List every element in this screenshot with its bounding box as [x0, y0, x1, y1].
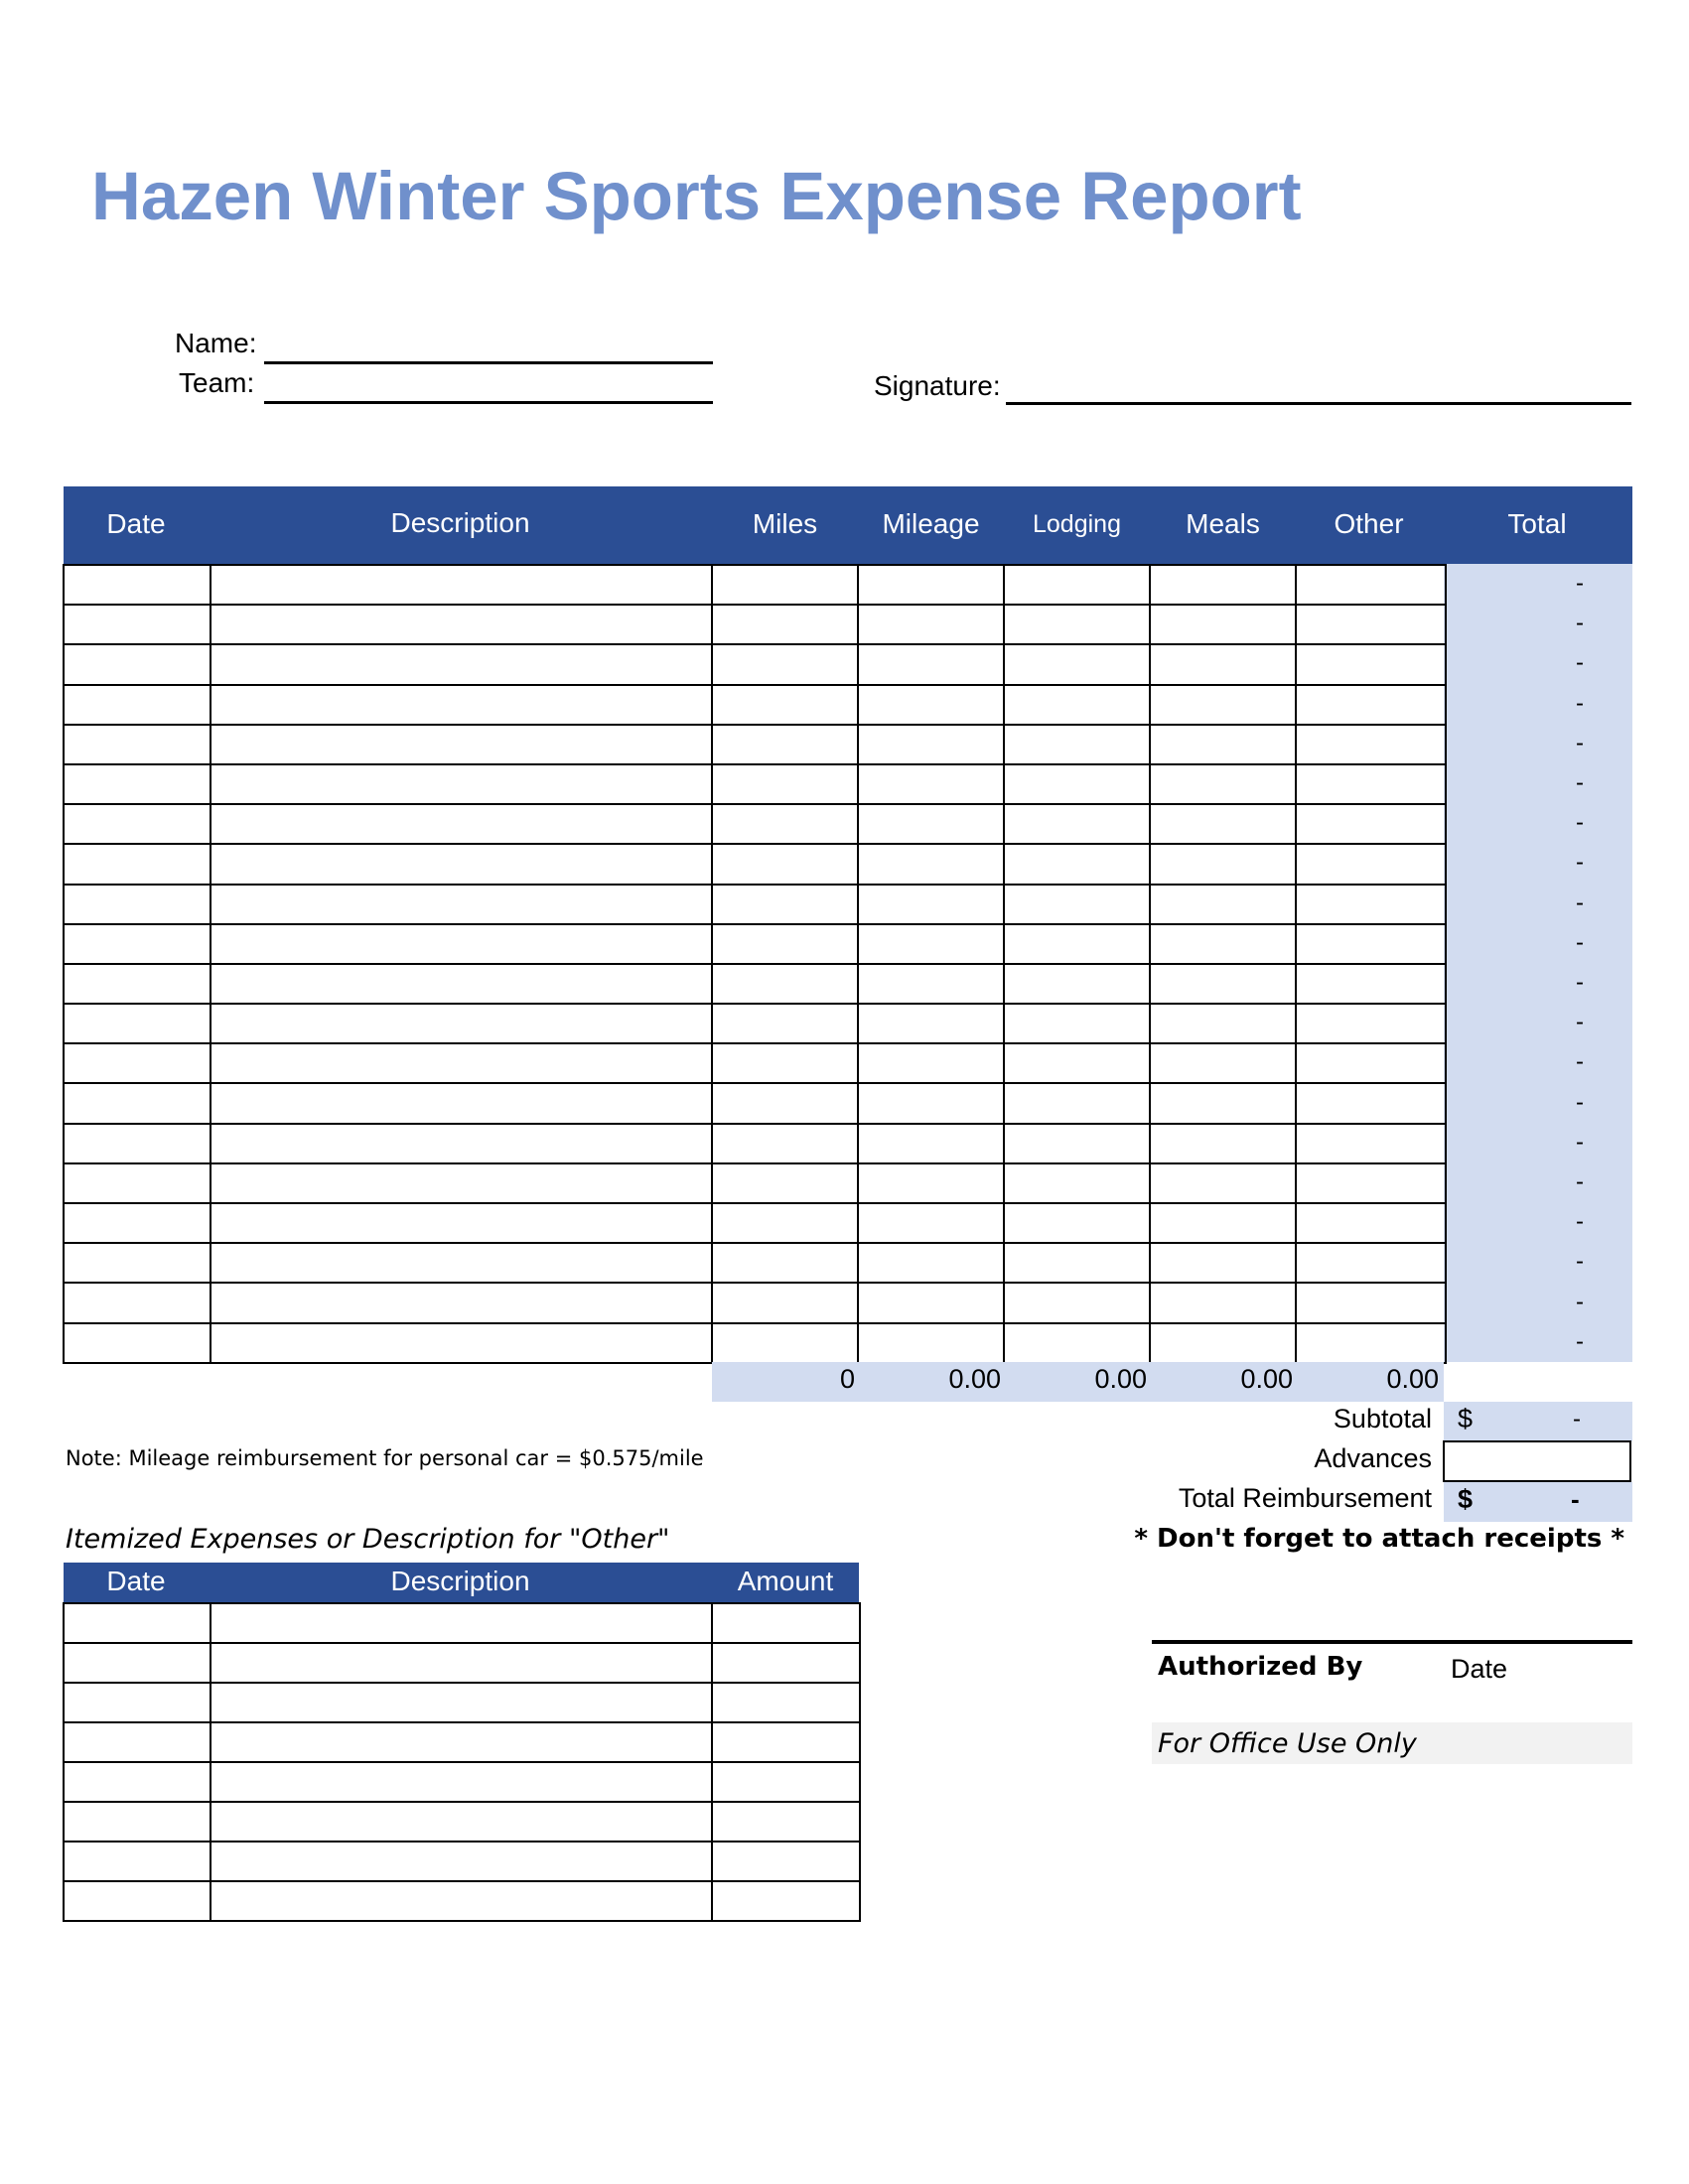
itemized-amount-cell[interactable]: [712, 1683, 860, 1722]
date-cell[interactable]: [64, 1124, 211, 1163]
row-total: -: [1576, 888, 1584, 916]
itemized-amount-cell[interactable]: [712, 1842, 860, 1881]
itemized-date-cell[interactable]: [64, 1762, 211, 1802]
table-row: [64, 885, 1446, 924]
description-cell[interactable]: [211, 804, 712, 844]
total-currency: $: [1458, 1484, 1474, 1514]
page-title: Hazen Winter Sports Expense Report: [91, 158, 1302, 234]
lodging-cell[interactable]: [1004, 1243, 1150, 1283]
table-row: [64, 1124, 1446, 1163]
date-cell[interactable]: [64, 1323, 211, 1363]
name-label: Name:: [175, 328, 257, 358]
other-cell[interactable]: [1296, 1124, 1446, 1163]
lodging-cell[interactable]: [1004, 1283, 1150, 1322]
meals-cell[interactable]: [1150, 1163, 1296, 1203]
itemized-description-cell[interactable]: [211, 1603, 712, 1643]
signature-label: Signature:: [874, 370, 1001, 401]
authorized-by-label: Authorized By: [1158, 1652, 1363, 1682]
lodging-cell[interactable]: [1004, 1083, 1150, 1123]
row-total: -: [1576, 729, 1584, 756]
itemized-amount-cell[interactable]: [712, 1643, 860, 1683]
table-row: [64, 1203, 1446, 1243]
mileage-cell[interactable]: [858, 804, 1004, 844]
miles-cell[interactable]: [712, 1163, 858, 1203]
lodging-cell[interactable]: [1004, 725, 1150, 764]
table-row: [64, 605, 1446, 644]
header-other: Other: [1334, 508, 1404, 539]
row-total: -: [1576, 849, 1584, 877]
mileage-note: Note: Mileage reimbursement for personal car = $0.575/mile: [66, 1446, 704, 1470]
other-cell[interactable]: [1296, 964, 1446, 1004]
row-total: -: [1576, 610, 1584, 637]
date-cell[interactable]: [64, 885, 211, 924]
description-cell[interactable]: [211, 885, 712, 924]
office-use-box: [1152, 1722, 1632, 1764]
date-cell[interactable]: [64, 1083, 211, 1123]
itemized-date-cell[interactable]: [64, 1603, 211, 1643]
lodging-cell[interactable]: [1004, 924, 1150, 964]
itemized-date-cell[interactable]: [64, 1802, 211, 1842]
itemized-description-cell[interactable]: [211, 1722, 712, 1762]
itemized-date-cell[interactable]: [64, 1643, 211, 1683]
meals-cell[interactable]: [1150, 685, 1296, 725]
lodging-cell[interactable]: [1004, 1163, 1150, 1203]
lodging-cell[interactable]: [1004, 1043, 1150, 1083]
row-total: -: [1576, 1327, 1584, 1355]
lodging-cell[interactable]: [1004, 1323, 1150, 1363]
subtotal-label: Subtotal: [1333, 1404, 1432, 1433]
header-date: Date: [106, 508, 166, 539]
table-row: [64, 1043, 1446, 1083]
itemized-row: [64, 1762, 860, 1802]
mileage-cell[interactable]: [858, 605, 1004, 644]
table-row: [64, 964, 1446, 1004]
mileage-cell[interactable]: [858, 1124, 1004, 1163]
itemized-row: [64, 1643, 860, 1683]
total-lodging: 0.00: [1094, 1364, 1147, 1394]
miles-cell[interactable]: [712, 1083, 858, 1123]
other-cell[interactable]: [1296, 725, 1446, 764]
meals-cell[interactable]: [1150, 565, 1296, 605]
name-field[interactable]: [264, 361, 713, 364]
lodging-cell[interactable]: [1004, 644, 1150, 684]
row-total: -: [1576, 1128, 1584, 1156]
description-cell[interactable]: [211, 1043, 712, 1083]
miles-cell[interactable]: [712, 844, 858, 884]
table-row: [64, 804, 1446, 844]
table-row: [64, 1004, 1446, 1043]
mileage-cell[interactable]: [858, 844, 1004, 884]
description-cell[interactable]: [211, 924, 712, 964]
date-cell[interactable]: [64, 644, 211, 684]
table-row: [64, 1243, 1446, 1283]
total-mileage: 0.00: [948, 1364, 1001, 1394]
total-other: 0.00: [1386, 1364, 1439, 1394]
header-mileage: Mileage: [882, 508, 980, 539]
other-cell[interactable]: [1296, 685, 1446, 725]
row-total: -: [1576, 1048, 1584, 1076]
date-cell[interactable]: [64, 804, 211, 844]
description-cell[interactable]: [211, 565, 712, 605]
miles-cell[interactable]: [712, 565, 858, 605]
date-cell[interactable]: [64, 685, 211, 725]
description-cell[interactable]: [211, 1124, 712, 1163]
itemized-date-cell[interactable]: [64, 1881, 211, 1921]
mileage-cell[interactable]: [858, 644, 1004, 684]
meals-cell[interactable]: [1150, 764, 1296, 804]
other-cell[interactable]: [1296, 605, 1446, 644]
mileage-cell[interactable]: [858, 1203, 1004, 1243]
miles-cell[interactable]: [712, 1283, 858, 1322]
description-cell[interactable]: [211, 685, 712, 725]
itemized-description-cell[interactable]: [211, 1842, 712, 1881]
team-field[interactable]: [264, 401, 713, 404]
description-cell[interactable]: [211, 844, 712, 884]
date-cell[interactable]: [64, 605, 211, 644]
itemized-row: [64, 1842, 860, 1881]
row-total: -: [1576, 1248, 1584, 1276]
mileage-cell[interactable]: [858, 565, 1004, 605]
total-miles: 0: [839, 1364, 855, 1394]
itemized-table: [63, 1602, 861, 1922]
date-cell[interactable]: [64, 1004, 211, 1043]
header-total: Total: [1507, 508, 1567, 539]
itemized-header: [64, 1563, 859, 1602]
miles-cell[interactable]: [712, 924, 858, 964]
lodging-cell[interactable]: [1004, 964, 1150, 1004]
meals-cell[interactable]: [1150, 1323, 1296, 1363]
mileage-cell[interactable]: [858, 924, 1004, 964]
miles-cell[interactable]: [712, 605, 858, 644]
mileage-cell[interactable]: [858, 1043, 1004, 1083]
miles-cell[interactable]: [712, 725, 858, 764]
table-row: [64, 1283, 1446, 1322]
other-cell[interactable]: [1296, 804, 1446, 844]
subtotal-cell: [1444, 1402, 1632, 1441]
other-cell[interactable]: [1296, 764, 1446, 804]
itemized-amount-cell[interactable]: [712, 1722, 860, 1762]
advances-input[interactable]: [1443, 1440, 1631, 1482]
itemized-description-cell[interactable]: [211, 1881, 712, 1921]
lodging-cell[interactable]: [1004, 1004, 1150, 1043]
miles-cell[interactable]: [712, 1043, 858, 1083]
meals-cell[interactable]: [1150, 1083, 1296, 1123]
table-row: [64, 924, 1446, 964]
row-total: -: [1576, 928, 1584, 956]
itemized-row: [64, 1881, 860, 1921]
header-miles: Miles: [752, 508, 818, 539]
meals-cell[interactable]: [1150, 1283, 1296, 1322]
row-total: -: [1576, 1208, 1584, 1236]
lodging-cell[interactable]: [1004, 764, 1150, 804]
table-row: [64, 685, 1446, 725]
description-cell[interactable]: [211, 1203, 712, 1243]
row-total: -: [1576, 1288, 1584, 1315]
meals-cell[interactable]: [1150, 1203, 1296, 1243]
miles-cell[interactable]: [712, 804, 858, 844]
description-cell[interactable]: [211, 1004, 712, 1043]
row-total: -: [1576, 649, 1584, 677]
itemized-header-date: Date: [106, 1566, 166, 1596]
description-cell[interactable]: [211, 1083, 712, 1123]
other-cell[interactable]: [1296, 885, 1446, 924]
other-cell[interactable]: [1296, 1243, 1446, 1283]
itemized-date-cell[interactable]: [64, 1683, 211, 1722]
header-lodging: Lodging: [1033, 510, 1121, 538]
total-reimbursement-value: -: [1571, 1484, 1580, 1514]
table-row: [64, 725, 1446, 764]
lodging-cell[interactable]: [1004, 1124, 1150, 1163]
table-row: [64, 1083, 1446, 1123]
description-cell[interactable]: [211, 725, 712, 764]
date-cell[interactable]: [64, 924, 211, 964]
miles-cell[interactable]: [712, 1203, 858, 1243]
miles-cell[interactable]: [712, 1323, 858, 1363]
table-row: [64, 565, 1446, 605]
itemized-row: [64, 1802, 860, 1842]
team-label: Team:: [179, 367, 255, 398]
other-cell[interactable]: [1296, 1083, 1446, 1123]
total-reimbursement-label: Total Reimbursement: [1178, 1483, 1432, 1513]
meals-cell[interactable]: [1150, 885, 1296, 924]
mileage-cell[interactable]: [858, 1323, 1004, 1363]
meals-cell[interactable]: [1150, 844, 1296, 884]
row-total: -: [1576, 1168, 1584, 1195]
meals-cell[interactable]: [1150, 924, 1296, 964]
itemized-description-cell[interactable]: [211, 1762, 712, 1802]
subtotal-currency: $: [1458, 1404, 1474, 1433]
meals-cell[interactable]: [1150, 725, 1296, 764]
itemized-row: [64, 1722, 860, 1762]
mileage-cell[interactable]: [858, 685, 1004, 725]
expense-table: [63, 564, 1447, 1364]
other-cell[interactable]: [1296, 1004, 1446, 1043]
description-cell[interactable]: [211, 1283, 712, 1322]
meals-cell[interactable]: [1150, 644, 1296, 684]
itemized-description-cell[interactable]: [211, 1683, 712, 1722]
other-cell[interactable]: [1296, 844, 1446, 884]
total-meals: 0.00: [1240, 1364, 1293, 1394]
date-cell[interactable]: [64, 1163, 211, 1203]
date-cell[interactable]: [64, 1243, 211, 1283]
meals-cell[interactable]: [1150, 804, 1296, 844]
row-total: -: [1576, 809, 1584, 837]
lodging-cell[interactable]: [1004, 605, 1150, 644]
date-cell[interactable]: [64, 1043, 211, 1083]
date-cell[interactable]: [64, 964, 211, 1004]
date-cell[interactable]: [64, 1283, 211, 1322]
miles-cell[interactable]: [712, 685, 858, 725]
row-total: -: [1576, 570, 1584, 597]
itemized-amount-cell[interactable]: [712, 1802, 860, 1842]
mileage-cell[interactable]: [858, 885, 1004, 924]
mileage-cell[interactable]: [858, 964, 1004, 1004]
itemized-header-description: Description: [390, 1566, 530, 1596]
header-description: Description: [390, 507, 530, 538]
itemized-amount-cell[interactable]: [712, 1603, 860, 1643]
header-meals: Meals: [1186, 508, 1260, 539]
total-reimbursement-cell: [1444, 1482, 1632, 1522]
mileage-cell[interactable]: [858, 725, 1004, 764]
other-cell[interactable]: [1296, 1283, 1446, 1322]
description-cell[interactable]: [211, 1323, 712, 1363]
miles-cell[interactable]: [712, 764, 858, 804]
date-cell[interactable]: [64, 725, 211, 764]
itemized-date-cell[interactable]: [64, 1722, 211, 1762]
advances-label: Advances: [1314, 1443, 1432, 1473]
lodging-cell[interactable]: [1004, 844, 1150, 884]
other-cell[interactable]: [1296, 1163, 1446, 1203]
mileage-cell[interactable]: [858, 1243, 1004, 1283]
meals-cell[interactable]: [1150, 1043, 1296, 1083]
meals-cell[interactable]: [1150, 605, 1296, 644]
date-cell[interactable]: [64, 844, 211, 884]
description-cell[interactable]: [211, 644, 712, 684]
mileage-cell[interactable]: [858, 1163, 1004, 1203]
description-cell[interactable]: [211, 605, 712, 644]
other-cell[interactable]: [1296, 1203, 1446, 1243]
mileage-cell[interactable]: [858, 1283, 1004, 1322]
mileage-cell[interactable]: [858, 1083, 1004, 1123]
itemized-amount-cell[interactable]: [712, 1762, 860, 1802]
row-total: -: [1576, 689, 1584, 717]
meals-cell[interactable]: [1150, 1243, 1296, 1283]
description-cell[interactable]: [211, 764, 712, 804]
total-column: [1444, 564, 1632, 1362]
meals-cell[interactable]: [1150, 964, 1296, 1004]
authorization-date-label: Date: [1451, 1654, 1508, 1684]
date-cell[interactable]: [64, 565, 211, 605]
table-row: [64, 1323, 1446, 1363]
table-row: [64, 644, 1446, 684]
lodging-cell[interactable]: [1004, 1203, 1150, 1243]
miles-cell[interactable]: [712, 644, 858, 684]
miles-cell[interactable]: [712, 885, 858, 924]
description-cell[interactable]: [211, 1243, 712, 1283]
date-cell[interactable]: [64, 764, 211, 804]
lodging-cell[interactable]: [1004, 804, 1150, 844]
other-cell[interactable]: [1296, 644, 1446, 684]
date-cell[interactable]: [64, 1203, 211, 1243]
lodging-cell[interactable]: [1004, 685, 1150, 725]
lodging-cell[interactable]: [1004, 565, 1150, 605]
row-total: -: [1576, 769, 1584, 796]
meals-cell[interactable]: [1150, 1124, 1296, 1163]
table-row: [64, 844, 1446, 884]
receipts-note: * Don't forget to attach receipts *: [1134, 1524, 1624, 1554]
table-row: [64, 764, 1446, 804]
miles-cell[interactable]: [712, 1243, 858, 1283]
meals-cell[interactable]: [1150, 1004, 1296, 1043]
itemized-amount-cell[interactable]: [712, 1881, 860, 1921]
authorization-line: [1152, 1640, 1632, 1644]
miles-cell[interactable]: [712, 1004, 858, 1043]
signature-field[interactable]: [1006, 402, 1631, 405]
mileage-cell[interactable]: [858, 764, 1004, 804]
subtotal-value: -: [1573, 1406, 1581, 1433]
office-use-label: For Office Use Only: [1158, 1728, 1417, 1759]
description-cell[interactable]: [211, 964, 712, 1004]
miles-cell[interactable]: [712, 964, 858, 1004]
row-total: -: [1576, 1009, 1584, 1036]
main-table-header: [64, 486, 1632, 564]
itemized-description-cell[interactable]: [211, 1643, 712, 1683]
itemized-row: [64, 1683, 860, 1722]
other-cell[interactable]: [1296, 924, 1446, 964]
itemized-row: [64, 1603, 860, 1643]
other-cell[interactable]: [1296, 565, 1446, 605]
itemized-heading: Itemized Expenses or Description for "Other": [66, 1524, 670, 1555]
itemized-description-cell[interactable]: [211, 1802, 712, 1842]
lodging-cell[interactable]: [1004, 885, 1150, 924]
mileage-cell[interactable]: [858, 1004, 1004, 1043]
row-total: -: [1576, 969, 1584, 996]
other-cell[interactable]: [1296, 1323, 1446, 1363]
table-row: [64, 1163, 1446, 1203]
miles-cell[interactable]: [712, 1124, 858, 1163]
description-cell[interactable]: [211, 1163, 712, 1203]
itemized-date-cell[interactable]: [64, 1842, 211, 1881]
row-total: -: [1576, 1088, 1584, 1116]
other-cell[interactable]: [1296, 1043, 1446, 1083]
itemized-header-amount: Amount: [737, 1566, 834, 1596]
